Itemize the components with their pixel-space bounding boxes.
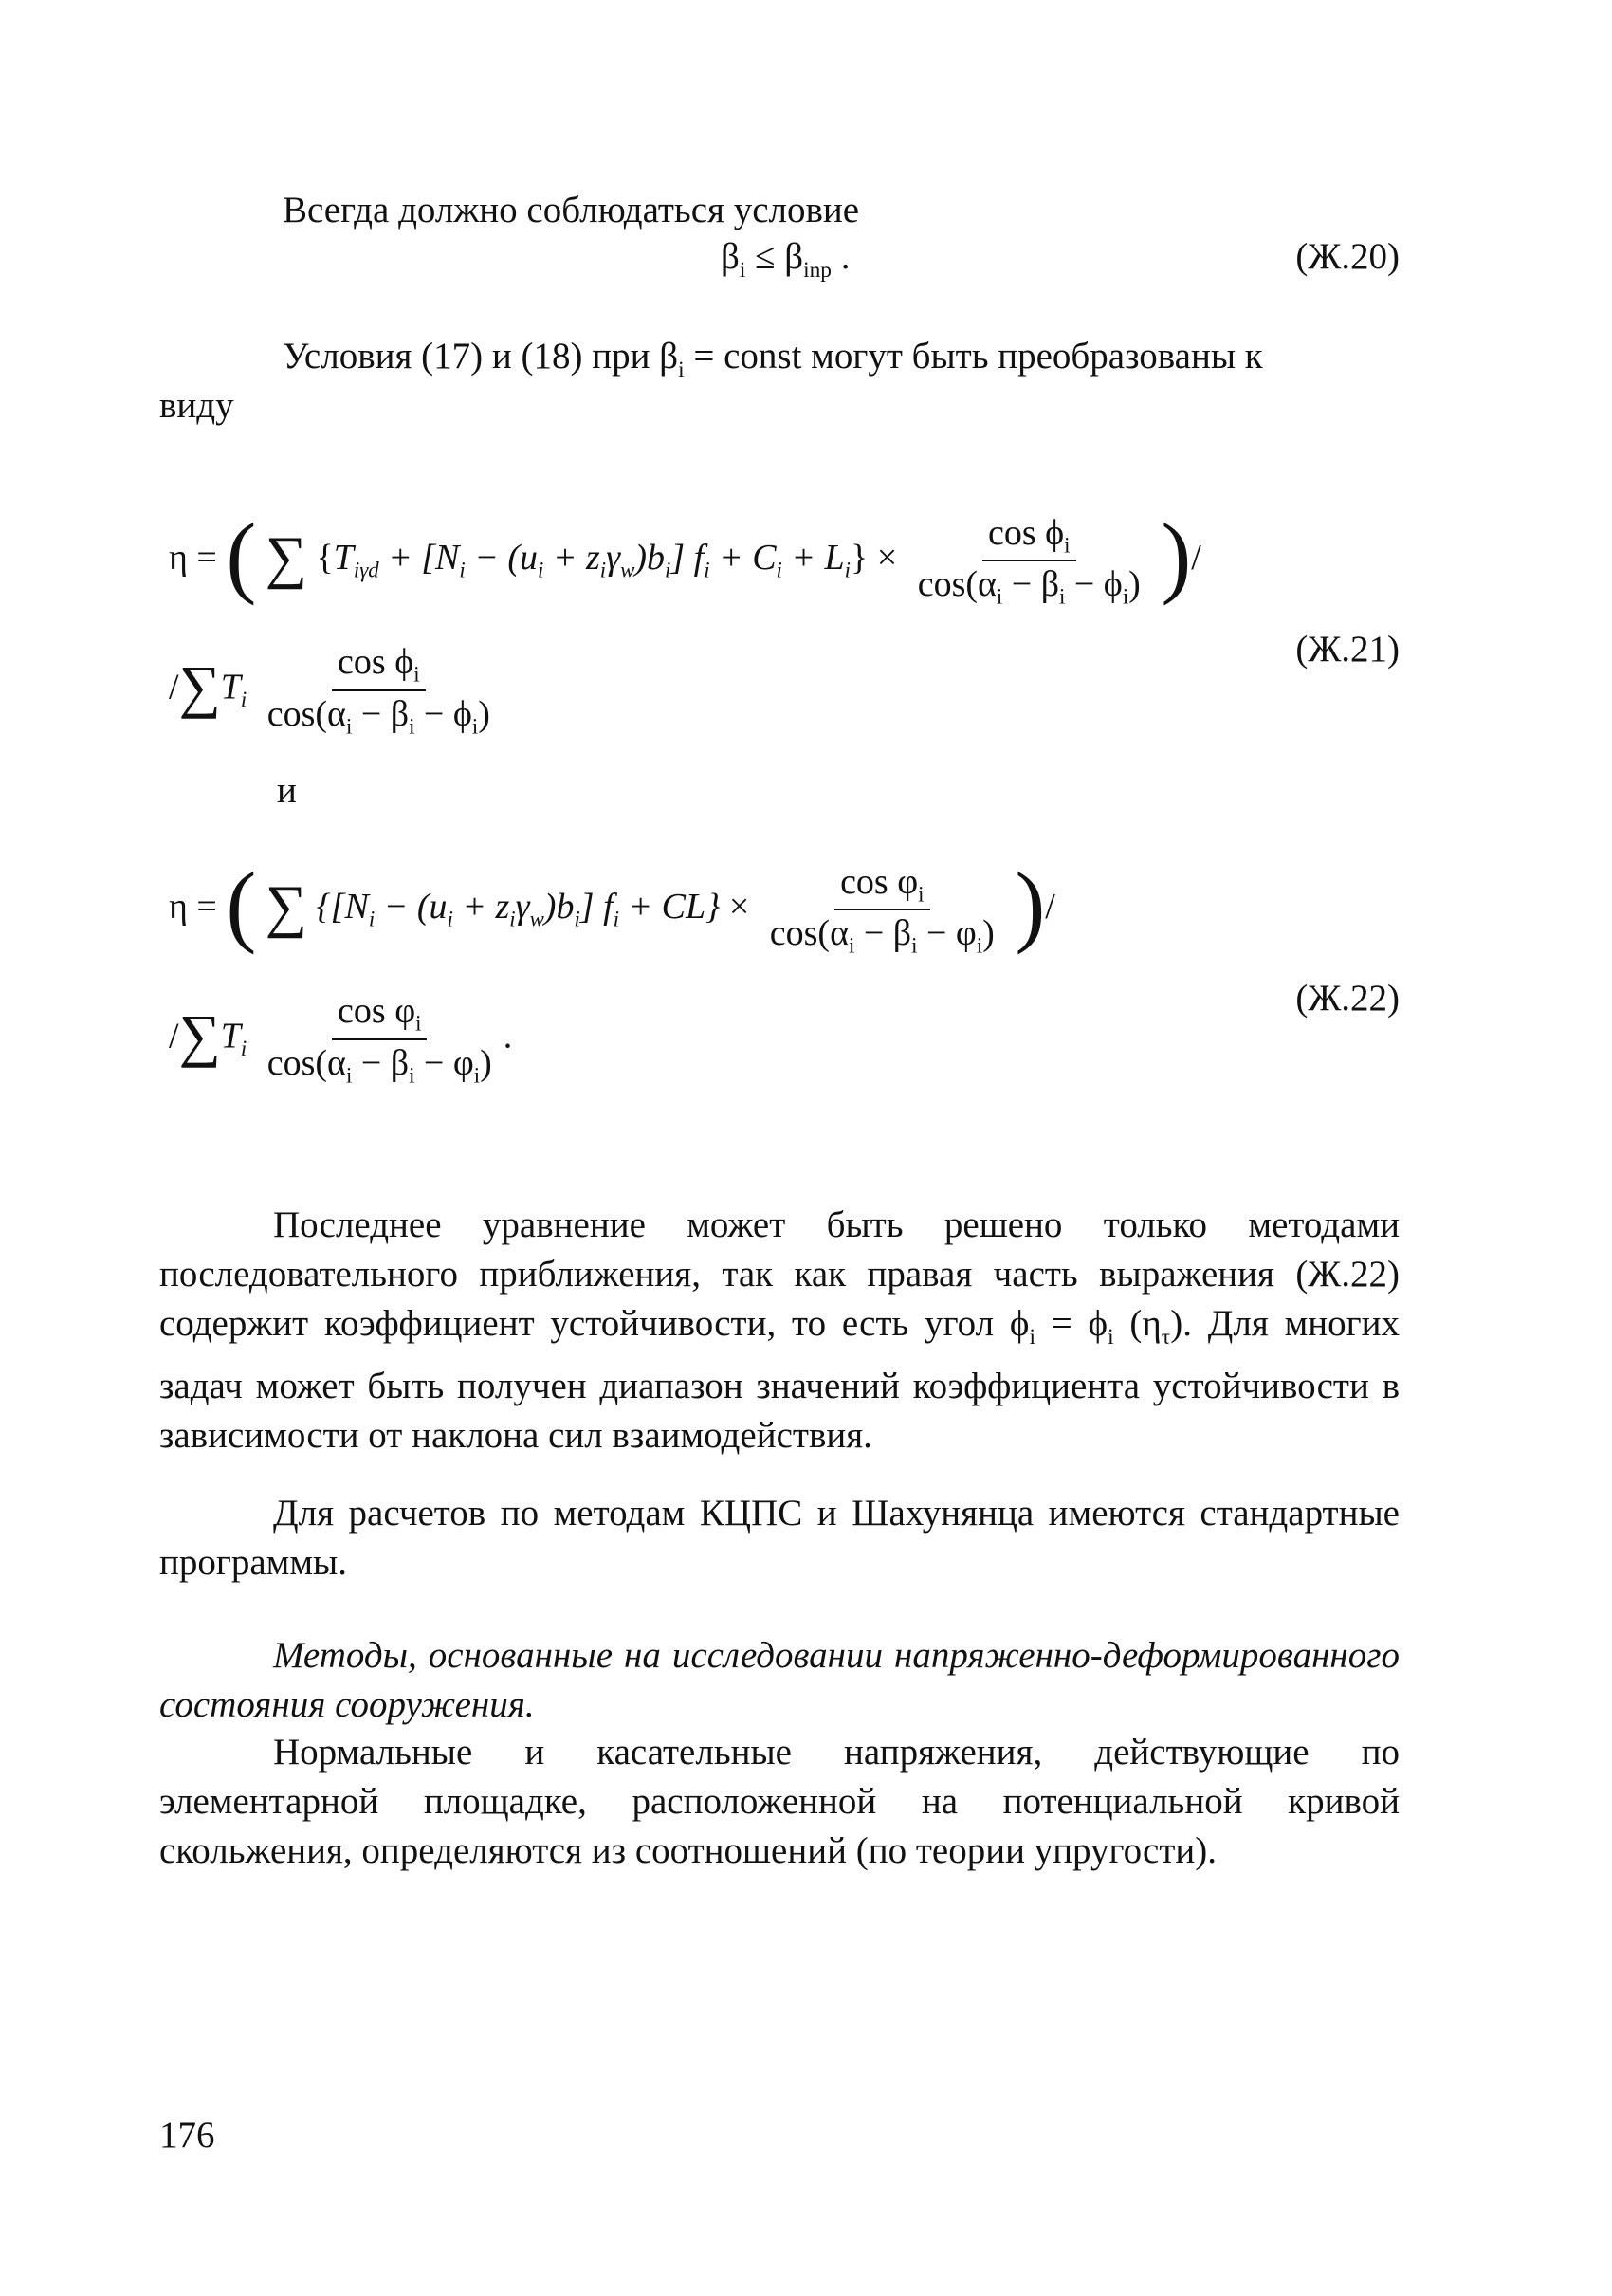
f21-brace-close: } — [851, 538, 869, 578]
equation-number-20: (Ж.20) — [1295, 236, 1400, 277]
f21-gamma-sub: w — [620, 558, 635, 582]
f21-close-paren: ) — [1161, 505, 1192, 606]
f22-N: {[N — [316, 887, 369, 927]
f21-T-sub: iγd — [353, 558, 379, 582]
f21-frac1-den-a: cos(α — [917, 564, 997, 605]
f21-open-paren: ( — [226, 505, 257, 606]
para-stress: Нормальные и касательные напряжения, действующие по элементарной площадке, расположенной на потенциальной кривой скольжения, определяются из соотношений (по теории упругости). — [159, 1732, 1400, 1871]
f21-eta: η = — [169, 538, 217, 578]
cond-dot: . — [831, 236, 851, 277]
f22-frac2-num-text: cos φ — [338, 991, 416, 1031]
f22-eta: η = — [169, 887, 217, 927]
f21-f: ] f — [670, 538, 705, 578]
f22-frac1-den-a-sub: i — [848, 933, 855, 958]
f21-T: T — [333, 538, 354, 578]
f21-frac2-den-end: ) — [478, 693, 490, 734]
f21-z: + z — [543, 538, 600, 578]
f21-T2: T — [220, 667, 241, 707]
f22-slash: / — [1045, 887, 1055, 927]
f21-N-sub: i — [459, 558, 466, 582]
f21-brace-open: { — [316, 538, 334, 578]
f21-sum: ∑ — [265, 525, 307, 590]
f21-f-sub: i — [704, 558, 710, 582]
para-transform-tail: виду — [159, 385, 234, 426]
beta-symbol: β — [721, 236, 740, 277]
f22-frac2-num-sub: i — [415, 1011, 422, 1036]
f22-f-sub: i — [613, 907, 619, 931]
f21-z-sub: i — [599, 558, 607, 582]
f21-frac1-den-c: − ϕ — [1065, 564, 1123, 605]
f21-frac2-den — [262, 691, 496, 740]
f22-frac1-num-sub: i — [918, 882, 925, 907]
f21-frac1-num-sub: i — [1064, 533, 1071, 558]
f22-frac1-num — [834, 861, 929, 911]
f21-sum-2: ∑ — [178, 654, 221, 720]
page-number: 176 — [159, 2115, 215, 2156]
f22-frac2-den-a-sub: i — [345, 1063, 353, 1088]
f21-L-sub: i — [844, 558, 852, 582]
f21-gamma: γ — [606, 538, 621, 578]
f21-frac2-den-b: − β — [352, 693, 410, 734]
f22-slash-2: / — [169, 1016, 179, 1056]
f22-CL: + CL} — [619, 887, 721, 927]
f21-frac2-den-b-sub: i — [409, 714, 415, 739]
f22-end-dot: . — [503, 1016, 513, 1056]
f22-frac2-den-b-sub: i — [409, 1063, 415, 1088]
f21-u-sub: i — [538, 558, 544, 582]
para-last-sub-tau: τ — [1161, 1324, 1171, 1350]
f22-times: × — [720, 887, 750, 927]
f21-frac2-num — [332, 641, 426, 691]
f21-u: − (u — [465, 538, 539, 578]
f21-frac2-den-a: cos(α — [266, 693, 346, 734]
f21-b-sub: i — [665, 558, 671, 582]
f22-frac1-den-end: ) — [982, 913, 995, 954]
para-programs: Для расчетов по методам КЦПС и Шахунянца имеются стандартные программы. — [159, 1493, 1400, 1583]
f22-sum-2: ∑ — [178, 1003, 221, 1069]
para-last-tail: ). Для многих задач может быть получен диапазон значений коэффициента устойчивости в зависимости от наклона сил взаимодействия. — [159, 1303, 1400, 1456]
f22-b: )b — [543, 887, 575, 927]
f21-C-sub: i — [776, 558, 782, 582]
para-transform-sub: i — [678, 357, 685, 382]
f21-slash-2: / — [169, 667, 179, 707]
f22-N-sub: i — [368, 907, 376, 931]
f21-times: × — [868, 538, 898, 578]
equation-number-21: (Ж.21) — [1295, 629, 1400, 670]
f21-frac1-den-end: ) — [1128, 564, 1141, 605]
f21-frac1-num — [982, 512, 1076, 562]
f22-frac2-den — [262, 1040, 498, 1089]
f21-frac2-den-a-sub: i — [345, 714, 353, 739]
f22-frac2-den-a: cos(α — [266, 1042, 346, 1083]
para-last-eta: (η — [1113, 1303, 1162, 1344]
f22-fraction-1 — [764, 861, 1000, 959]
f22-frac2-den-b: − β — [352, 1042, 410, 1083]
equation-number-22: (Ж.22) — [1295, 978, 1400, 1019]
f21-C: + C — [709, 538, 777, 578]
f22-u-sub: i — [447, 907, 453, 931]
formula-21-line1 — [169, 505, 1201, 610]
f21-slash: / — [1191, 538, 1201, 578]
f21-T2-sub: i — [240, 687, 247, 711]
para-transform — [283, 332, 1400, 395]
f22-close-paren: ) — [1015, 854, 1046, 955]
f21-frac1-den-a-sub: i — [996, 584, 1003, 609]
f22-fraction-2 — [262, 990, 498, 1088]
f22-frac1-den-a: cos(α — [769, 913, 849, 954]
f22-frac1-den — [764, 910, 1000, 959]
f21-L: + L — [781, 538, 845, 578]
f21-frac1-den-c-sub: i — [1122, 584, 1129, 609]
para-last-sub-i2: i — [1108, 1324, 1114, 1350]
intro-line — [283, 186, 859, 235]
f22-z-sub: i — [509, 907, 516, 931]
f22-T2-sub: i — [240, 1036, 247, 1060]
f21-frac2-den-c: − ϕ — [414, 693, 472, 734]
f22-frac2-num — [332, 990, 427, 1040]
f21-frac1-den-b: − β — [1002, 564, 1060, 605]
beta-sub: i — [739, 257, 746, 283]
f21-frac1-den — [912, 561, 1146, 610]
f22-sum: ∑ — [265, 874, 307, 939]
formula-22-line2 — [169, 990, 512, 1088]
f21-b: )b — [634, 538, 665, 578]
f21-fraction-2 — [262, 641, 496, 739]
f22-frac1-den-c: − φ — [917, 913, 977, 954]
para-last-sub-i: i — [1029, 1324, 1035, 1350]
f22-gamma-sub: w — [529, 907, 544, 931]
leq-beta: ≤ β — [745, 236, 804, 277]
para-transform-part1: Условия (17) и (18) при β — [283, 336, 679, 377]
intro-text: Всегда должно соблюдаться условие — [283, 190, 860, 230]
para-last-equation — [159, 1201, 1400, 1460]
para-last-mid: = ϕ — [1035, 1303, 1108, 1344]
f21-fraction-1 — [912, 512, 1146, 610]
para-last-part1: Последнее уравнение может быть решено только методами последовательного приближения, так как правая часть выражения (Ж.22) содержит коэффициент устойчивости, то есть угол ϕ — [159, 1204, 1400, 1344]
f21-N: + [N — [378, 538, 460, 578]
f22-frac1-num-text: cos φ — [840, 861, 919, 902]
f22-frac1-den-c-sub: i — [976, 933, 983, 958]
f22-open-paren: ( — [226, 854, 257, 955]
f22-gamma: γ — [515, 887, 530, 927]
f22-frac2-den-c: − φ — [414, 1042, 474, 1083]
f21-frac1-num-text: cos ϕ — [988, 512, 1065, 553]
formula-21-line2 — [169, 641, 502, 739]
f21-frac1-den-b-sub: i — [1059, 584, 1066, 609]
formula-22-line1 — [169, 854, 1055, 959]
f22-T2: T — [220, 1016, 241, 1056]
f21-frac2-num-text: cos ϕ — [338, 642, 414, 682]
methods-heading: Методы, основанные на исследовании напряженно-деформированного состояния сооружения. — [159, 1635, 1400, 1725]
f22-frac1-den-b: − β — [854, 913, 912, 954]
para-transform-part2: = const могут быть преобразованы к — [684, 336, 1263, 377]
f22-z: + z — [452, 887, 510, 927]
f22-frac2-den-end: ) — [480, 1042, 492, 1083]
f22-b-sub: i — [574, 907, 580, 931]
f22-frac2-den-c-sub: i — [473, 1063, 481, 1088]
f21-frac2-num-sub: i — [413, 662, 420, 687]
conjunction-and: и — [277, 770, 297, 811]
f22-f: ] f — [579, 887, 614, 927]
f21-frac2-den-c-sub: i — [471, 714, 479, 739]
beta-inp-sub: inp — [803, 257, 832, 283]
f22-frac1-den-b-sub: i — [911, 933, 918, 958]
f22-u: − (u — [375, 887, 448, 927]
condition-formula — [721, 235, 850, 284]
